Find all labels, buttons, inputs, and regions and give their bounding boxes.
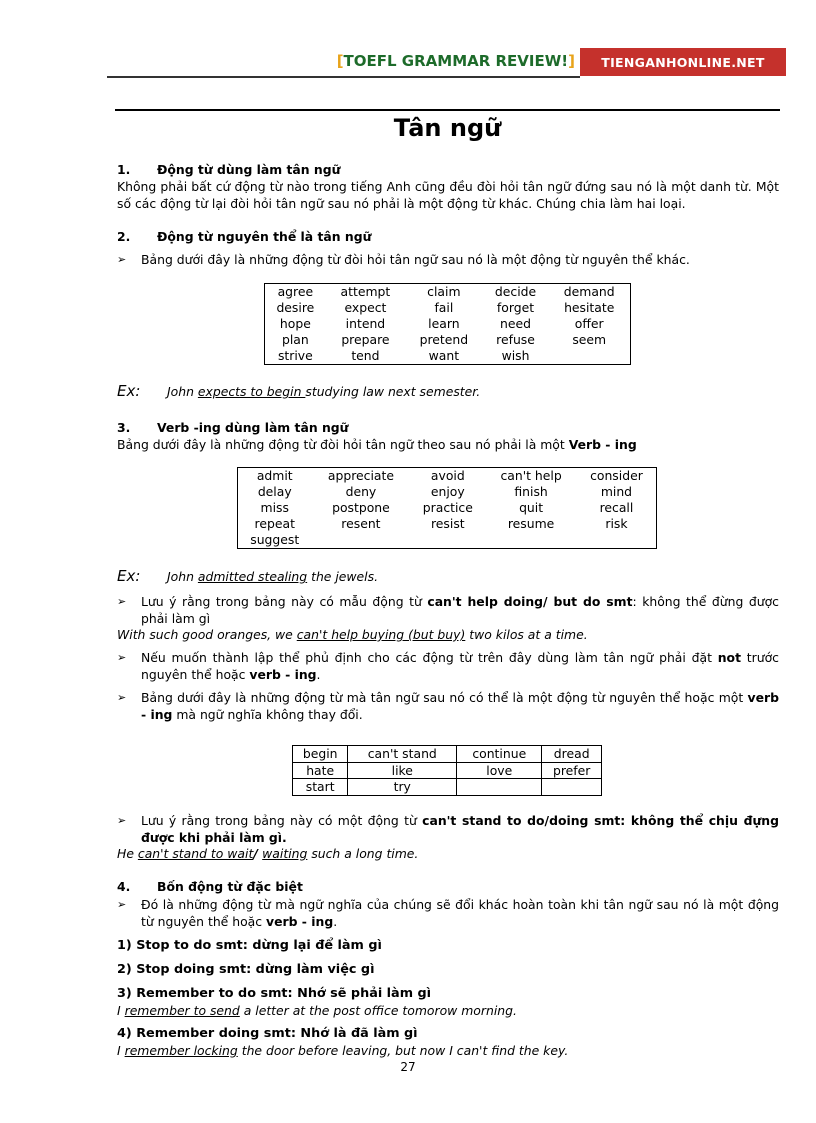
section-number: 1. [117,162,131,177]
table-cell: refuse [496,332,535,347]
table-cell: decide [494,284,537,299]
table-cell: recall [599,500,634,515]
note-text: . [316,666,321,682]
table-cell: risk [605,516,628,531]
example-text: two kilos at a time. [465,627,588,642]
section-1-heading [117,161,779,178]
intro-bold: Verb - ing [568,437,637,452]
table-cell [577,532,657,549]
table-cell: deny [345,484,377,499]
table-cell: strive [277,348,313,363]
example-2 [117,568,378,585]
section-heading-text: Động từ nguyên thể là tân ngữ [157,229,372,244]
note-4 [117,813,779,846]
example-underlined: remember locking [124,1043,238,1058]
table-row [265,300,631,316]
table-cell: seem [572,332,607,347]
section-4-bullet [117,897,779,930]
example-text: such a long time. [307,846,419,861]
example-text: the jewels. [307,569,379,584]
bullet-text [141,650,779,683]
table-cell: desire [276,300,315,315]
arrow-bullet-icon: ➢ [117,595,127,608]
table-cell [312,532,411,549]
header-divider [107,76,580,78]
note-1 [117,594,779,627]
note-bold: can't stand to do/doing smt: không thể chịu đựng được khi phải làm gì. [141,813,779,845]
example-text: I [117,1003,125,1018]
page-number: 27 [400,1060,416,1074]
table-row [293,762,602,779]
table-row [238,532,657,549]
note-bold: verb - ing [249,666,317,682]
note-text: Lưu ý rằng trong bảng này có mẫu động từ [141,594,428,609]
table-cell: start [293,779,348,796]
table-cell: suggest [250,532,300,547]
note-bold: not [717,650,741,665]
table-cell: enjoy [430,484,465,499]
example-underlined: admitted stealing [197,569,308,584]
section-heading-text: Bốn động từ đặc biệt [157,879,303,894]
table-cell: finish [514,484,548,499]
table-cell: consider [590,468,643,483]
table-row [265,332,631,348]
table-row [238,500,657,516]
example-text: With such good oranges, we [117,627,297,642]
arrow-bullet-icon: ➢ [117,253,127,266]
example-1 [117,383,480,400]
table-cell: repeat [254,516,295,531]
table-row [265,348,631,365]
note-text: : không thể đừng được phải làm gì [141,594,779,626]
table-cell: appreciate [327,468,394,483]
table-cell: dread [542,746,602,763]
table-cell [542,779,602,796]
note-bold: can't help doing/ but do smt [427,594,633,609]
section-2-heading [117,228,779,245]
table-cell: resent [341,516,381,531]
table-cell: pretend [419,332,469,347]
note-text: trước nguyên thể hoặc [141,650,779,682]
gerund-verbs-table [237,467,657,549]
infinitive-verbs-table [264,283,631,365]
table-cell [548,348,630,365]
table-cell: offer [574,316,604,331]
special-verb-1: 1) Stop to do smt: dừng lại để làm gì [117,938,382,953]
header-title [300,52,575,70]
arrow-bullet-icon: ➢ [117,651,127,664]
example-6 [117,1042,779,1059]
section-number: 4. [117,879,131,894]
bracket-open: [ [336,52,344,70]
note-text: Bảng dưới đây là những động từ mà tân ngữ sau nó có thể là một động từ nguyên thể hoặc một [141,690,748,705]
table-cell: avoid [430,468,465,483]
note-bold: verb - ing [141,690,779,722]
table-cell: quit [519,500,544,515]
table-cell: hope [279,316,311,331]
example-4 [117,845,779,862]
table-cell: forget [496,300,535,315]
example-underlined: remember to send [124,1003,240,1018]
section-2-bullet [117,252,779,269]
special-verb-4: 4) Remember doing smt: Nhớ là đã làm gì [117,1026,418,1041]
table-cell: attempt [340,284,391,299]
example-underlined: can't help buying (but buy) [296,627,466,642]
table-row [238,468,657,485]
site-badge: TIENGANHONLINE.NET [580,48,786,76]
table-cell: demand [563,284,615,299]
bullet-text [141,897,779,930]
bullet-text [141,690,779,723]
header-title-text: TOEFL GRAMMAR REVIEW! [343,52,569,70]
note-bold: verb - ing [266,913,334,929]
section-3-heading [117,419,779,436]
note-3 [117,690,779,723]
note-text: Đó là những động từ mà ngữ nghĩa của chúng sẽ đổi khác hoàn toàn khi tân ngữ sau nó là một động từ nguyên thể hoặc [141,897,779,929]
bullet-text [141,594,779,627]
note-text: mà ngữ nghĩa không thay đổi. [172,706,363,722]
note-2 [117,650,779,683]
table-row [238,516,657,532]
table-cell: learn [428,316,460,331]
section-1-body: Không phải bất cứ động từ nào trong tiếng Anh cũng đều đòi hỏi tân ngữ đứng sau nó là một danh từ. Một số các động từ lại đòi hỏi tân ngữ sau nó phải là một động từ khác. Chúng chia làm hai loại. [117,179,779,211]
table-cell: hate [293,762,348,779]
table-cell: claim [427,284,461,299]
bracket-close: ] [568,52,575,70]
example-slash: / [253,846,263,861]
table-cell: miss [260,500,289,515]
table-cell: begin [293,746,348,763]
table-cell: hesitate [564,300,615,315]
table-row [293,779,602,796]
bullet-text [141,813,779,846]
table-cell: delay [257,484,292,499]
table-cell: admit [256,468,293,483]
table-cell: mind [600,484,633,499]
section-3-intro [117,436,779,453]
table-cell: resist [430,516,465,531]
example-text: He [117,846,138,861]
section-4-heading [117,878,779,895]
table-row [293,746,602,763]
intro-text: Bảng dưới đây là những động từ đòi hỏi tân ngữ theo sau nó phải là một [117,437,569,452]
table-cell: love [457,762,542,779]
table-cell: practice [422,500,473,515]
both-forms-table [292,745,602,796]
table-cell: postpone [332,500,390,515]
table-cell: plan [281,332,309,347]
special-verb-2: 2) Stop doing smt: dừng làm việc gì [117,962,375,977]
example-label: Ex: [117,382,141,400]
special-verb-3: 3) Remember to do smt: Nhớ sẽ phải làm gì [117,986,432,1001]
table-cell [457,779,542,796]
section-heading-text: Verb -ing dùng làm tân ngữ [157,420,349,435]
page-title: Tân ngữ [393,114,502,142]
example-label: Ex: [117,567,141,585]
arrow-bullet-icon: ➢ [117,814,127,827]
section-number: 3. [117,420,131,435]
table-cell: intend [345,316,386,331]
table-cell: want [428,348,460,363]
table-cell: tend [351,348,380,363]
table-cell: wish [501,348,530,363]
section-heading-text: Động từ dùng làm tân ngữ [157,162,341,177]
table-cell: fail [434,300,454,315]
table-cell: continue [457,746,542,763]
bullet-text: Bảng dưới đây là những động từ đòi hỏi tân ngữ sau nó là một động từ nguyên thể khác. [141,252,690,267]
table-cell [410,532,485,549]
example-underlined: waiting [262,846,308,861]
note-text: Lưu ý rằng trong bảng này có một động từ [141,813,423,828]
example-text: studying law next semester. [305,384,481,399]
table-cell: expect [344,300,387,315]
table-cell: like [348,762,457,779]
example-text: John [167,569,198,584]
table-cell: agree [277,284,314,299]
example-underlined: expects to begin [197,384,306,399]
example-text: the door before leaving, but now I can't find the key. [237,1043,569,1058]
table-cell: try [348,779,457,796]
section-number: 2. [117,229,131,244]
example-5 [117,1002,779,1019]
table-cell: prefer [542,762,602,779]
table-cell: can't stand [348,746,457,763]
table-row [265,316,631,332]
note-text: . [333,913,338,929]
example-text: I [117,1043,125,1058]
example-3 [117,626,779,643]
table-cell: need [500,316,531,331]
table-cell: prepare [341,332,390,347]
title-rule [115,109,780,111]
table-cell [485,532,577,549]
note-text: Nếu muốn thành lập thể phủ định cho các động từ trên đây dùng làm tân ngữ phải đặt [141,650,718,665]
table-row [265,284,631,301]
example-underlined: can't stand to wait [137,846,254,861]
example-text: John [167,384,198,399]
example-text: a letter at the post office tomorow morning. [239,1003,517,1018]
arrow-bullet-icon: ➢ [117,691,127,704]
arrow-bullet-icon: ➢ [117,898,127,911]
table-row [238,484,657,500]
table-cell: can't help [500,468,562,483]
table-cell: resume [507,516,555,531]
